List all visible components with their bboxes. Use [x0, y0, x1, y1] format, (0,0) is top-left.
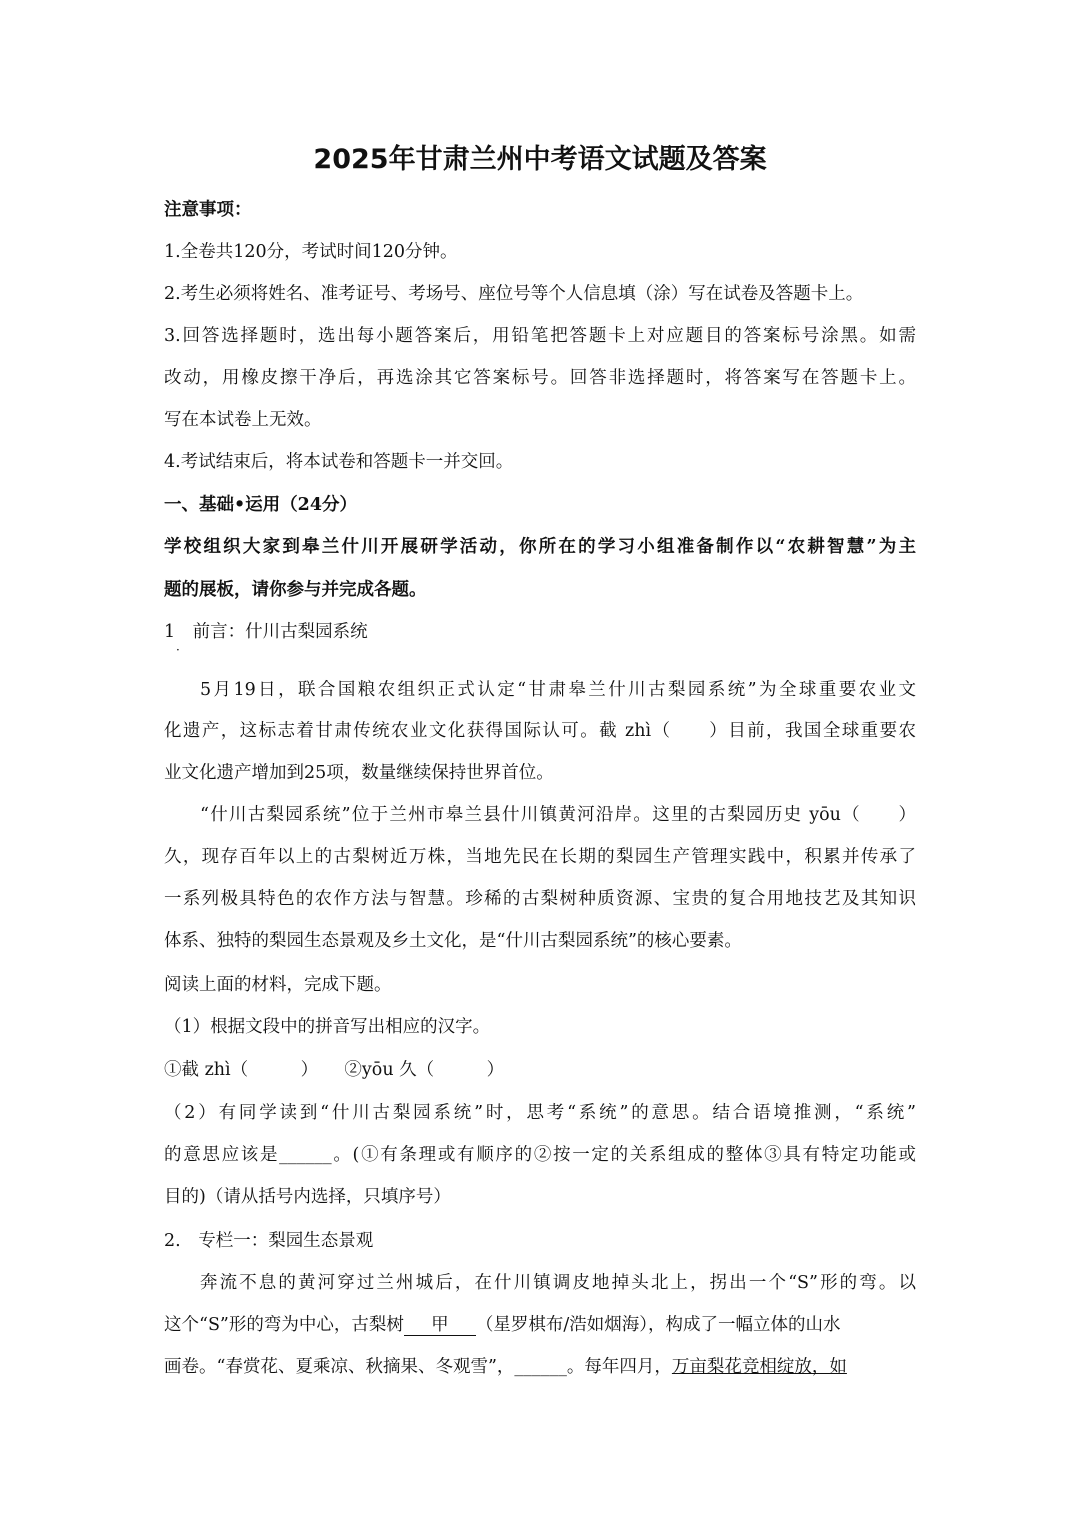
q1-reading-instruction: 阅读上面的材料，完成下题。: [164, 975, 392, 995]
q1-subquestion-1: （1）根据文段中的拼音写出相应的汉字。: [164, 1017, 491, 1037]
notice-heading: 注意事项：: [164, 200, 252, 220]
notice-item-1: 1.全卷共120分，考试时间120分钟。: [164, 242, 458, 262]
q2-line-2-part-b: （星罗棋布/浩如烟海），构成了一幅立体的山水: [475, 1315, 841, 1335]
q1-paragraph-2-line-1: “什川古梨园系统”位于兰州市皋兰县什川镇黄河沿岸。这里的古梨园历史 yōu（ ）: [200, 805, 916, 825]
notice-item-3-line-2: 改动，用橡皮擦干净后，再选涂其它答案标号。回答非选择题时，将答案写在答题卡上。: [164, 368, 916, 388]
q1-paragraph-1-line-3: 业文化遗产增加到25项，数量继续保持世界首位。: [164, 763, 554, 783]
notice-item-2: 2.考生必须将姓名、准考证号、考场号、座位号等个人信息填（涂）写在试卷及答题卡上。: [164, 284, 864, 304]
question-1-dot: ·: [176, 643, 180, 657]
page-title: 2025年甘肃兰州中考语文试题及答案: [313, 144, 767, 175]
q1-paragraph-2-line-3: 一系列极具特色的农作方法与智慧。珍稀的古梨树种质资源、宝贵的复合用地技艺及其知识: [164, 889, 916, 909]
blank-jia: 甲: [404, 1315, 476, 1336]
q1-paragraph-1-line-2: 化遗产，这标志着甘肃传统农业文化获得国际认可。截 zhì（ ）目前，我国全球重要农: [164, 721, 916, 741]
q2-line-2-part-a: 这个“S”形的弯为中心，古梨树: [164, 1315, 404, 1335]
q2-paragraph-line-2: [164, 1313, 916, 1337]
question-2-label: 2. 专栏一：梨园生态景观: [164, 1231, 374, 1251]
q2-line-3-underlined: 万亩梨花竞相绽放，如: [671, 1357, 847, 1377]
question-1-label: 1 前言：什川古梨园系统: [164, 622, 368, 642]
notice-item-3-line-3: 写在本试卷上无效。: [164, 410, 322, 430]
q2-line-3-part-a: 画卷。“春赏花、夏乘凉、秋摘果、冬观雪”，______。每年四月，: [164, 1357, 672, 1377]
section-1-intro-line-1: 学校组织大家到皋兰什川开展研学活动，你所在的学习小组准备制作以“农耕智慧”为主: [164, 537, 916, 557]
notice-item-3-line-1: 3.回答选择题时，选出每小题答案后，用铅笔把答题卡上对应题目的答案标号涂黑。如需: [164, 326, 916, 346]
section-1-intro-line-2: 题的展板，请你参与并完成各题。: [164, 580, 427, 600]
notice-item-4: 4.考试结束后，将本试卷和答题卡一并交回。: [164, 452, 514, 472]
q2-paragraph-line-1: 奔流不息的黄河穿过兰州城后，在什川镇调皮地掉头北上，拐出一个“S”形的弯。以: [200, 1273, 916, 1293]
q1-subquestion-2-line-2: 的意思应该是______。(①有条理或有顺序的②按一定的关系组成的整体③具有特定功能或: [164, 1145, 916, 1165]
section-1-heading: 一、基础•运用（24分）: [164, 495, 358, 515]
q1-subquestion-2-line-3: 目的)（请从括号内选择，只填序号）: [164, 1187, 451, 1207]
q1-paragraph-2-line-4: 体系、独特的梨园生态景观及乡土文化，是“什川古梨园系统”的核心要素。: [164, 931, 742, 951]
q1-subquestion-2-line-1: （2）有同学读到“什川古梨园系统”时，思考“系统”的意思。结合语境推测，“系统”: [164, 1103, 916, 1123]
q1-paragraph-1-line-1: 5月19日，联合国粮农组织正式认定“甘肃皋兰什川古梨园系统”为全球重要农业文: [200, 680, 916, 700]
q1-paragraph-2-line-2: 久，现存百年以上的古梨树近万株，当地先民在长期的梨园生产管理实践中，积累并传承了: [164, 847, 916, 867]
q1-subquestion-1-blanks: ①截 zhì（ ） ②yōu 久（ ）: [164, 1060, 505, 1080]
q2-paragraph-line-3: [164, 1355, 916, 1379]
